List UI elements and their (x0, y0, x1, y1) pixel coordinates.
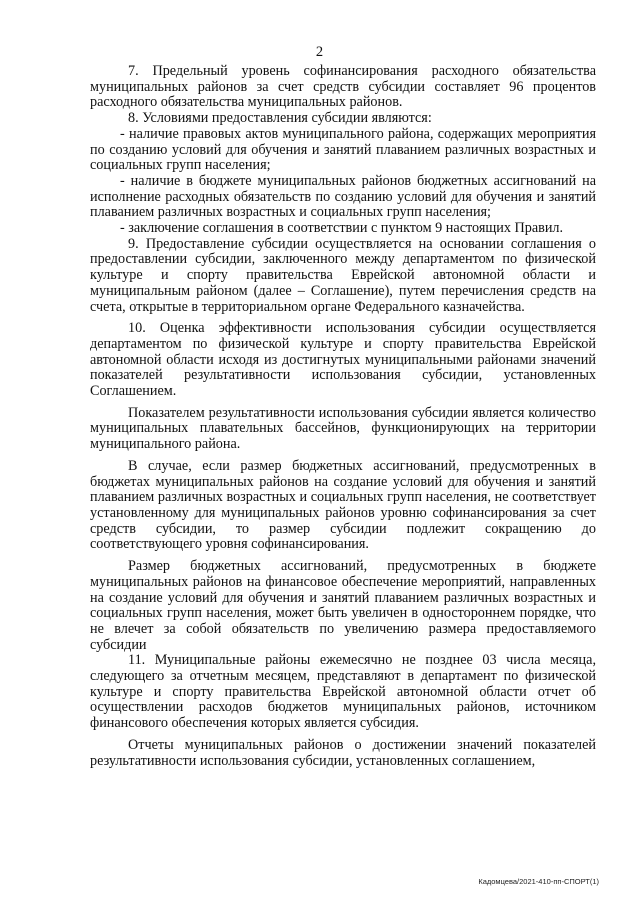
paragraph-10: 10. Оценка эффективности использования субсидии осуществляется департаментом по физической культуре и спорту правительства Еврейской автономной области исходя из достигнутых муниципальными районами значений показателей результативности использования субсидии, установленных Соглашением. (90, 320, 596, 400)
paragraph-increase: Размер бюджетных ассигнований, предусмотренных в бюджете муниципальных районов на финансовое обеспечение мероприятий, направленных на создание условий для обучения и занятий плаванием различных возрастных и социальных групп населения, может быть увеличен в одностороннем порядке, что не влечет за собой обязательств по увеличению размера предоставляемого субсидии (90, 558, 596, 653)
condition-budget-allocations: - наличие в бюджете муниципальных районов бюджетных ассигнований на исполнение расходных обязательств по созданию условий для обучения и занятий плаванием различных возрастных и социальных групп населения; (90, 172, 596, 221)
paragraph-11: 11. Муниципальные районы ежемесячно не позднее 03 числа месяца, следующего за отчетным месяцем, представляют в департамент по физической культуре и спорту правительства Еврейской автономной области отчет об осуществлении расходов бюджетов муниципальных районов, источником финансового обеспечения которых является субсидия. (90, 652, 596, 732)
paragraph-8: 8. Условиями предоставления субсидии являются: (128, 110, 432, 127)
paragraph-indicator: Показателем результативности использования субсидии является количество муниципальных плавательных бассейнов, функционирующих на территории муниципального района. (90, 404, 596, 453)
paragraph-9: 9. Предоставление субсидии осуществляется на основании соглашения о предоставлении субсидии, заключенного между департаментом по физической культуре и спорту правительства Еврейской автономной области и муниципальным районом (далее – Соглашение), путем перечисления средств на счета, открытые в территориальном органе Федерального казначейства. (90, 235, 596, 315)
footer-document-id: Кадомцева/2021-410-пп-СПОРТ(1) (478, 877, 599, 886)
paragraph-reduction: В случае, если размер бюджетных ассигнований, предусмотренных в бюджетах муниципальных районов на создание условий для обучения и занятий плаванием различных возрастных и социальных групп населения, не соответствует установленному для муниципальных районов уровню софинансирования за счет средств субсидии, то размер субсидии подлежит сокращению до соответствующего уровня софинансирования. (90, 457, 596, 553)
page-number: 2 (315, 44, 324, 60)
paragraph-reports: Отчеты муниципальных районов о достижении значений показателей результативности использования субсидии, установленных соглашением, (90, 736, 596, 769)
paragraph-7: 7. Предельный уровень софинансирования расходного обязательства муниципальных районов за счет средств субсидии составляет 96 процентов расходного обязательства муниципальных районов. (90, 63, 596, 111)
condition-legal-acts: - наличие правовых актов муниципального района, содержащих мероприятия по созданию условий для обучения и занятий плаванием различных возрастных и социальных групп населения; (90, 125, 596, 174)
condition-agreement: - заключение соглашения в соответствии с пунктом 9 настоящих Правил. (120, 220, 564, 237)
document-body (90, 64, 596, 769)
